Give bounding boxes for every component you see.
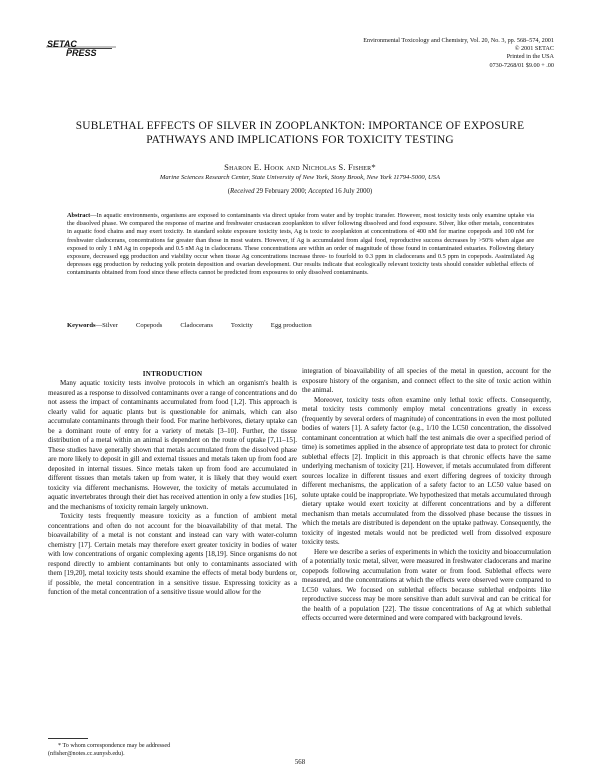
logo-press-text: PRESS [66,48,97,58]
abstract [67,212,534,278]
journal-line-1: Environmental Toxicology and Chemistry, Vol. 20, No. 3, pp. 568–574, 2001 [363,37,554,44]
received-date: 29 February 2000; [254,188,309,195]
affiliation: Marine Sciences Research Center, State University of New York, Stony Brook, New York 11794-5000, USA [159,174,441,181]
footnote [48,742,268,758]
left-column [48,370,297,598]
received-dates [40,187,560,196]
keywords-label: Keywords [67,322,96,329]
setac-press-logo [44,38,118,58]
body-paragraph: Here we describe a series of experiments in which the toxicity and bioaccumulation of a potentially toxic metal, silver, were measured in freshwater cladocerans and marine copepods following accumulation from water or from food. Sublethal effects were measured, and the concentrations at which the effects were observed were compared to LC50 values. We focused on sublethal effects because sublethal endpoints like reproductive success may be more sensitive than adult survival and can be critical for the health of a population [22]. The tissue concentrations of Ag at which sublethal effects occurred were determined and were compared with background levels. [302,547,551,622]
keyword-item: Toxicity [230,322,253,329]
right-column [302,367,551,624]
body-paragraph: Toxicity tests frequently measure toxicity as a function of ambient metal concentrations and often do not account for the bioavailability of that metal. The bioavailability of a metal is not constant and instead can vary with water-column chemistry [17]. Certain metals may therefore exert greater toxicity in bodies of water with low concentrations of organic complexing agents [18,19]. Since organisms do not respond directly to ambient contaminants but only to contaminants associated with them [19,20], metal toxicity tests should examine the effects of metal body burdens or, if possible, the metal concentration in a sensitive tissue. Expressing toxicity as a function of the metal concentration of a sensitive tissue would allow for the [48,512,297,596]
abstract-text: —In aquatic environments, organisms are exposed to contaminants via direct uptake from water and by trophic transfer. However, most toxicity tests only examine uptake via the dissolved phase. We compared the response of marine and freshwater crustacean zooplankton to silver following dissolved and food exposure. Silver, like other metals, concentrates in aquatic food chains and may exert toxicity. In standard solute exposure toxicity tests, Ag is toxic to zooplankton at concentrations of 400 nM for marine copepods and 100 nM for freshwater cladocerans, concentrations far greater than those in most waters. However, if Ag is accumulated from algal food, reproductive success decreases by >50% when algae are exposed to only 1 nM Ag in copepods and 0.5 nM Ag in cladocerans. These concentrations are within an order of magnitude of those found in contaminated estuaries. Following dietary exposure, decreased egg production and viability occur when tissue Ag concentrations increase three- to fourfold to 0.3 ppm in cladocerans and 0.5 ppm in copepods. Assimilated Ag depresses egg production by reducing yolk protein deposition and ovarian development. Our results indicate that ecologically relevant toxicity tests should consider sublethal effects of contaminants obtained from food since these effects cannot be predicted from exposures to only dissolved contaminants. [67,212,534,277]
page-number: 568 [294,759,306,766]
journal-line-4: 0730-7268/01 $9.00 + .00 [489,61,554,69]
received-label: Received [230,188,255,195]
title-line-2: PATHWAYS AND IMPLICATIONS FOR TOXICITY TESTING [146,134,454,146]
journal-line-3: Printed in the USA [506,53,554,61]
keyword-item: Copepods [135,322,163,329]
logo-setac-text: SETAC [47,39,77,49]
setac-press-logo-graphic [44,38,118,58]
received-open: ( [227,188,231,195]
article-title [40,119,560,147]
footnote-line-2: (nfisher@notes.cc.sunysb.edu). [48,751,125,757]
accepted-date: 16 July 2000) [333,188,373,195]
footnote-line-1: * To whom correspondence may be addressed [58,743,171,749]
journal-line-2: © 2001 SETAC [514,45,554,53]
keywords [67,321,534,330]
footnote-rule [48,738,88,739]
keywords-dash: — [95,322,103,329]
title-line-1: SUBLETHAL EFFECTS OF SILVER IN ZOOPLANKTON: IMPORTANCE OF EXPOSURE [75,120,525,132]
journal-citation [254,37,554,70]
keyword-item: Cladocerans [180,322,213,329]
keyword-item: Silver [102,322,118,329]
accepted-label: Accepted [308,188,334,195]
abstract-label: Abstract [67,212,91,219]
body-paragraph: integration of bioavailability of all species of the metal in question, account for the exposure history of the organism, and connect effect to the site of toxic action within the animal. [302,367,551,394]
keyword-item: Egg production [270,322,312,329]
section-heading-introduction: INTRODUCTION [142,370,203,378]
authors: Sharon E. Hook and Nicholas S. Fisher* [224,162,376,172]
body-paragraph: Moreover, toxicity tests often examine only lethal toxic effects. Consequently, metal toxicity tests commonly employ metal concentrations greatly in excess (frequently by several orders of magnitude) of concentrations in even the most polluted bodies of waters [1]. A safety factor (e.g., 1/10 the LC50 concentration, the dissolved contaminant concentration at which half the test animals die over a specified period of time) is sometimes applied in the absence of appropriate test data to protect for chronic sublethal effects [2]. Implicit in this approach is that chronic effects have the same underlying mechanism of toxicity [21]. However, if metals accumulated from different sources localize in different tissues and exert differing degrees of toxicity through different mechanisms, the application of a safety factor to an LC50 value based on solute uptake could be inappropriate. We hypothesized that metals accumulated through dietary uptake would exert toxicity at different concentrations and by a different mechanism than metals accumulated from the dissolved phase because the tissues in which the metals are distributed is dependent on the uptake pathway. Consequently, the toxicity of ingested metals would not be predicted well from dissolved exposure toxicity tests. [302,395,551,546]
body-paragraph: Many aquatic toxicity tests involve protocols in which an organism's health is measured as a response to dissolved contaminants over a range of concentrations and do not assess the impact of contaminants accumulated from food [1,2]. This approach is clearly valid for aquatic plants but is questionable for animals, which can also accumulate contaminants through their food. For marine herbivores, dietary uptake can be a dominant route of entry for a variety of metals [3–10]. Further, the tissue distribution of a metal within an animal is dependent on the route of uptake [7,11–15]. These studies have generally shown that metals accumulated from the dissolved phase are more likely to deposit in gill and external tissues and metals taken up from food are deposited in internal tissues. Since metals taken up from food are accumulated in different tissues than metals taken up from water, it is likely that they would exert toxicity via different mechanisms. However, the toxicity of metals accumulated in aquatic invertebrates through their diet has received attention in only a few studies [16], and the mechanisms of toxicity remain largely unknown. [48,379,297,511]
